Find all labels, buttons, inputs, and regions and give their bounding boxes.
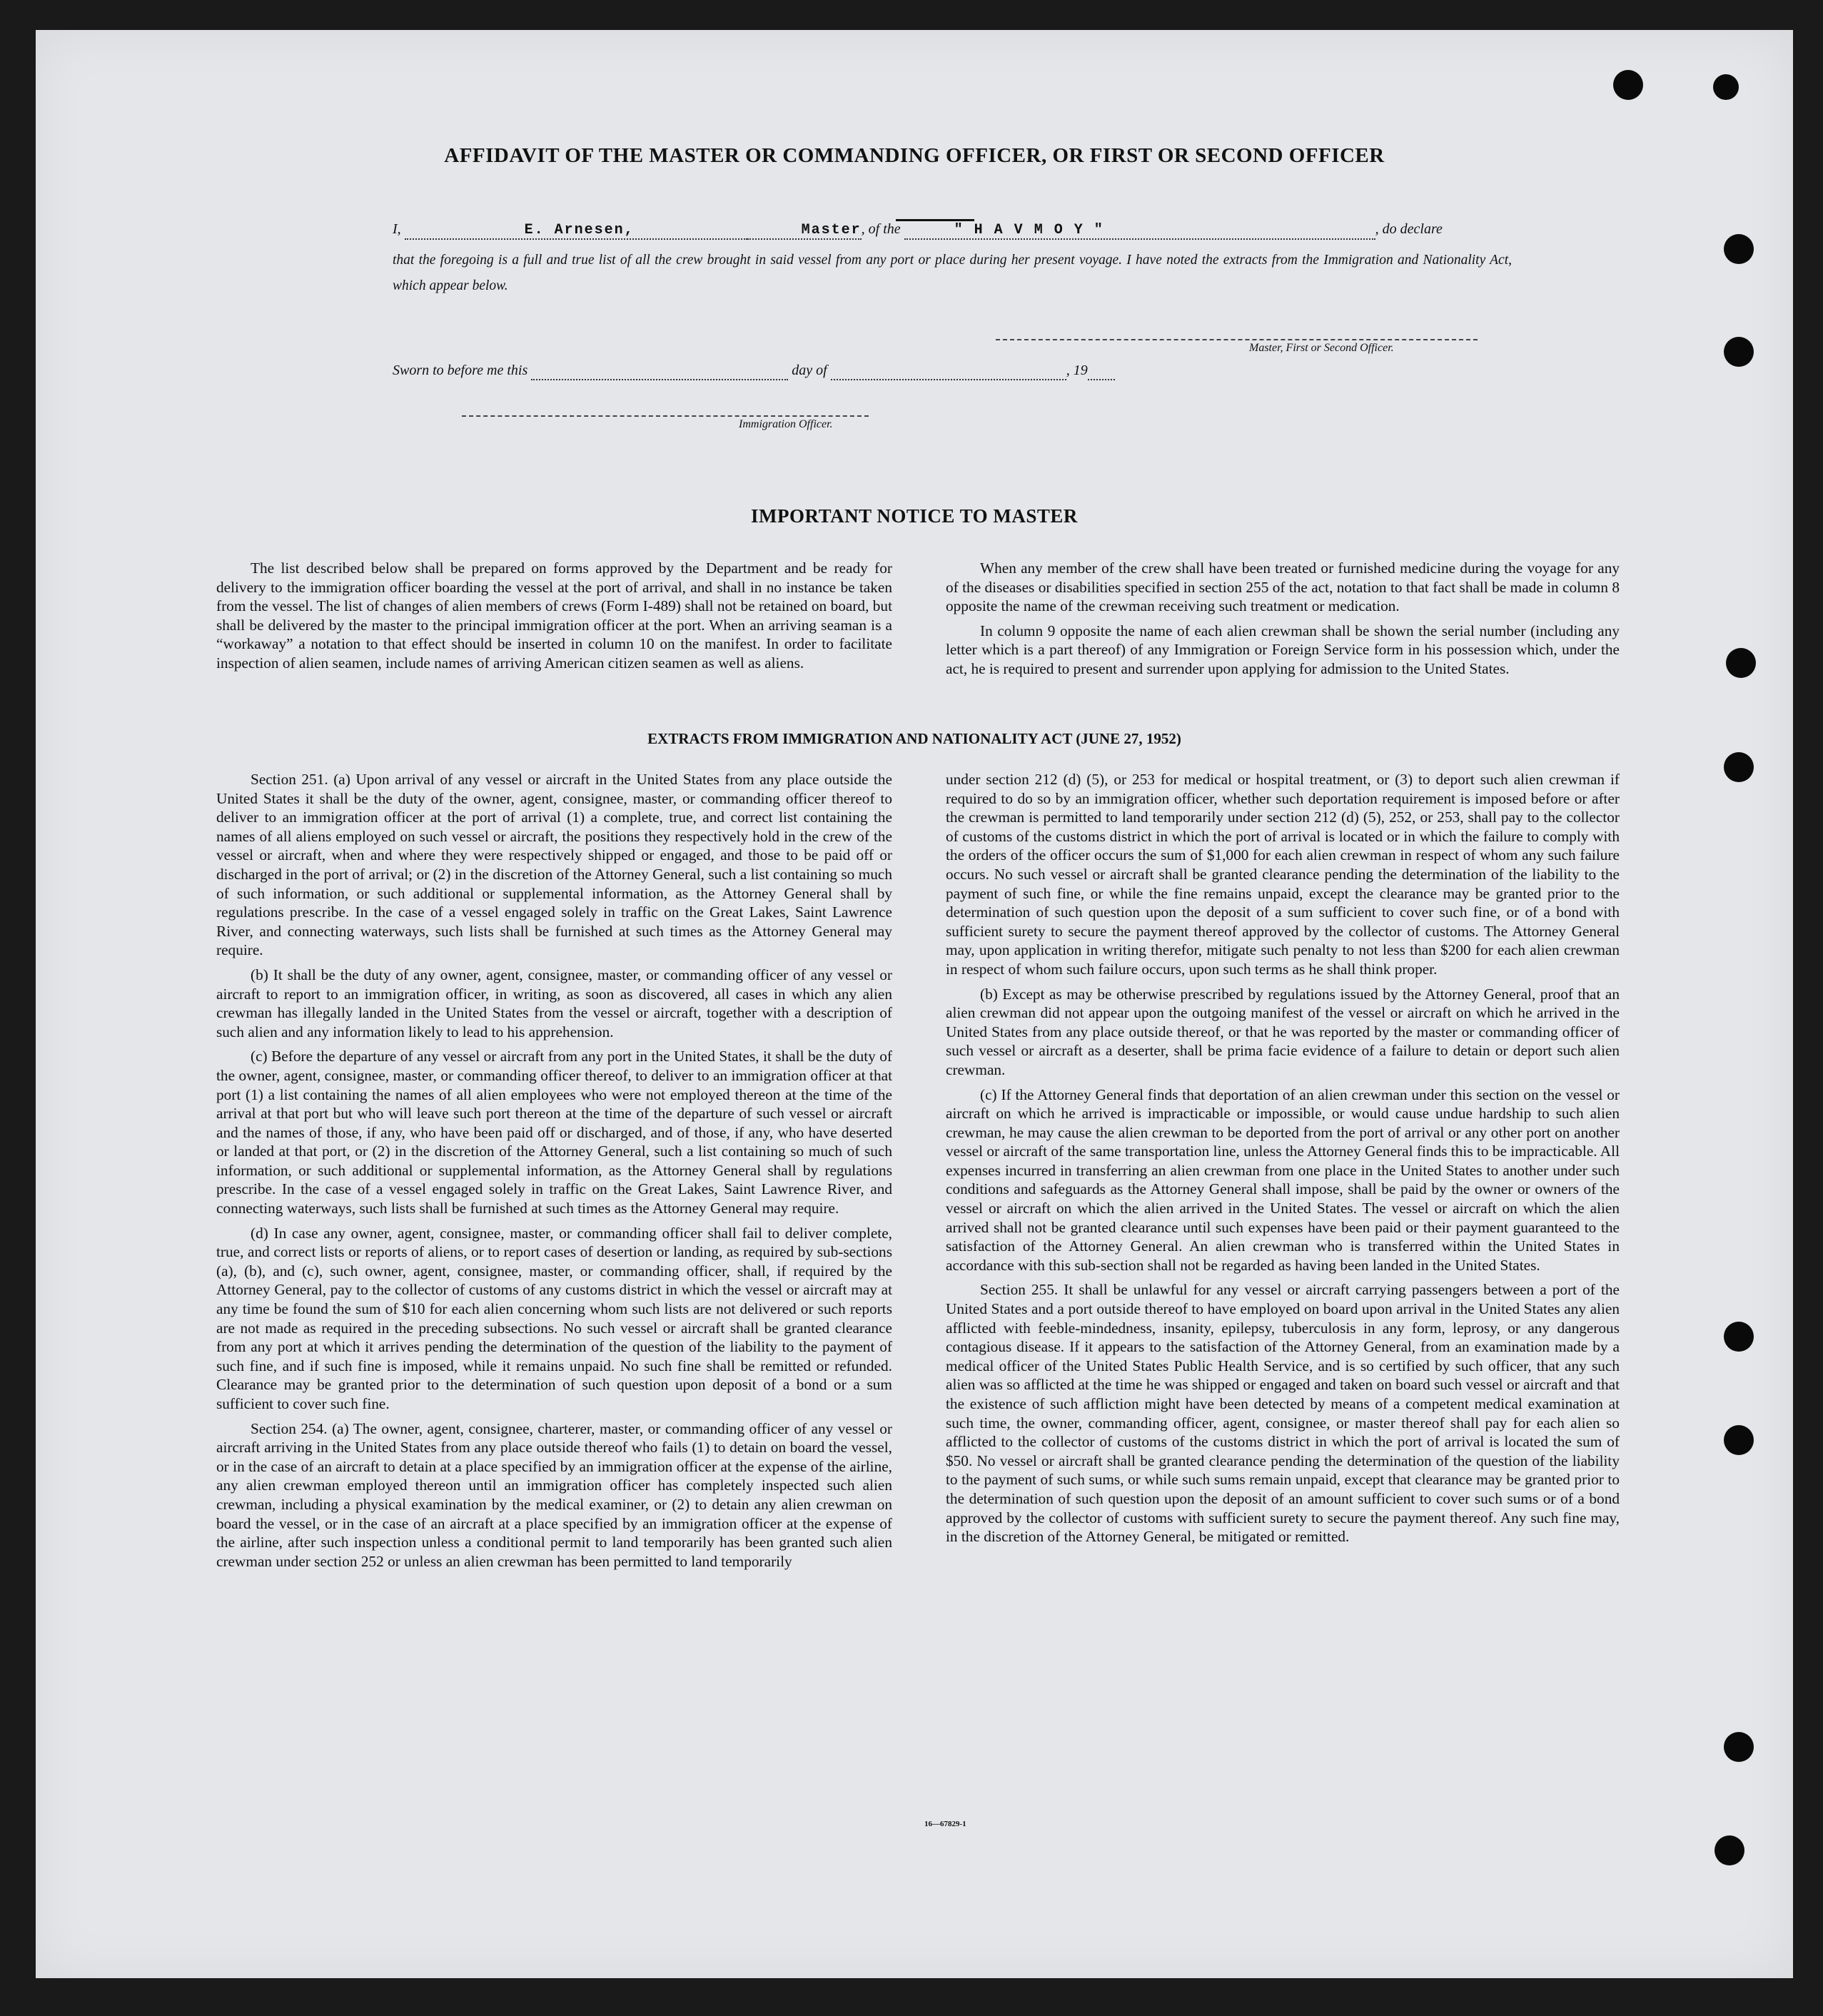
officer-rank: Master [801,222,862,238]
notice-title: IMPORTANT NOTICE TO MASTER [751,505,1078,527]
vessel-name: " H A V M O Y " [954,222,1104,238]
declaration-statement: that the foregoing is a full and true list of all the crew brought in said vessel from any port or place during her present voyage. I have noted the extracts from the Immigration and Nationality Act, which appear below. [393,253,1512,293]
punch-hole [1726,648,1756,678]
extract-paragraph: (c) Before the departure of any vessel or aircraft from any port in the United States, it shall be the duty of the owner, agent, consignee, master, or commanding officer thereof, to deliver to an immigration officer at that port (1) a list containing the names of all alien employees who were not employed thereon at the time of the arrival at that port but who will leave such port thereon at the time of the departure of such vessel or aircraft and the names of those, if any, who have been paid off or discharged, and of those, if any, who have deserted or landed at that port, or (2) in the discretion of the Attorney General, such a list containing so much of such information, or such additional or supplemental information, as the Attorney General shall by regulations prescribe. In the case of a vessel engaged solely in traffic on the Great Lakes, Saint Lawrence River, and connecting waterways, such lists shall be furnished at such times as the Attorney General may require. [216,1048,892,1217]
extract-paragraph: Section 255. It shall be unlawful for any vessel or aircraft carrying passengers between a port of the United States and a port outside thereof to have employed on board upon arrival in the United States any alien afflicted with feeble-mindedness, insanity, epilepsy, tuberculosis in any form, leprosy, or any dangerous contagious disease. If it appears to the satisfaction of the Attorney General, from an examination made by a medical officer of the United States Public Health Service, and is so certified by such officer, that any such alien was so afflicted at the time he was shipped or engaged and taken on board such vessel or aircraft and that the existence of such affliction might have been detected by means of a competent medical examination at such time, the owner, commanding officer, agent, consignee, or master thereof shall pay for each alien so afflicted to the collector of customs of the customs district in which the port of arrival is located the sum of $50. No vessel or aircraft shall be granted clearance pending the determination of the question of the liability to the payment of such sums, or while such sums remain unpaid, except that clearance may be granted prior to the determination of such question upon the deposit of an amount sufficient to cover such sums or of a bond approved by the collector of customs with sufficient surety to secure the payment thereof. Any such fine may, in the discretion of the Attorney General, be mitigated or remitted. [946,1281,1620,1546]
notice-left-text: The list described below shall be prepared on forms approved by the Department and be ready for delivery to the immigration officer boarding the vessel at the port of arrival, and shall in no instance be taken from the vessel. The list of changes of alien members of crews (Form I-489) shall not be retained on board, but shall be delivered by the master to the principal immigration officer at the port. When an arriving seaman is a “workaway” a notation to that effect should be inserted in column 10 on the manifest. In order to facilitate inspection of alien seamen, include names of arriving American citizen seamen as well as aliens. [216,559,892,672]
vessel-field [904,221,1375,240]
extract-paragraph: (b) Except as may be otherwise prescribed by regulations issued by the Attorney General, proof that an alien crewman did not appear upon the outgoing manifest of the vessel or aircraft on which he arrived in the United States from any place outside thereof, or that he was reported by the master or commanding officer of such vessel or aircraft as a deserter, shall be prima facie evidence of a failure to detain or deport such alien crewman. [946,985,1620,1078]
punch-hole [1724,234,1754,264]
officer-name: E. Arnesen, [524,222,635,238]
officer-signature-label: Immigration Officer. [739,418,833,430]
extracts-right-column [946,770,1620,1552]
affidavit-title: AFFIDAVIT OF THE MASTER OR COMMANDING OFFICER, OR FIRST OR SECOND OFFICER [444,144,1385,167]
officer-signature-line [462,415,869,417]
sworn-label: Sworn to before me this [393,363,528,378]
rank-field [747,221,862,240]
punch-hole [1724,752,1754,782]
form-code: 16—67829-1 [924,1820,966,1828]
sworn-year-field [1088,363,1115,380]
punch-hole [1724,1732,1754,1762]
sworn-date-field [531,363,788,380]
extract-paragraph: Section 254. (a) The owner, agent, consignee, charterer, master, or commanding officer of any vessel or aircraft arriving in the United States from any place outside thereof who fails (1) to detain on board the vessel, or in the case of an aircraft to detain at a place specified by an immigration officer at the expense of the airline, any alien crewman employed thereon until an immigration officer has completely inspected such alien crewman, including a physical examination by the medical examiner, or (2) to detain any alien crewman on board the vessel, or in the case of an aircraft at a place specified by an immigration officer at the expense of the airline, after such inspection unless a conditional permit to land temporarily has been granted such alien crewman under section 252 or unless an alien crewman has been permitted to land temporarily [216,1419,892,1570]
punch-hole [1613,70,1643,100]
sworn-line [393,363,1115,380]
extract-paragraph: (d) In case any owner, agent, consignee, master, or commanding officer shall fail to deliver complete, true, and correct lists or reports of aliens, or to report cases of desertion or landing, as required by sub-sections (a), (b), and (c), such owner, agent, consignee, master, or commanding officer, shall, if required by the Attorney General, pay to the collector of customs of any customs district in which the vessel or aircraft may at any time be found the sum of $10 for each alien concerning whom such lists are not delivered or such reports are not made as required in the preceding subsections. No such vessel or aircraft shall be granted clearance from any port at which it arrives pending the determination of the question of the liability to the payment of such fine, and if such fine is imposed, while it remains unpaid. No such fine shall be remitted or refunded. Clearance may be granted prior to the determination of such question upon deposit of a bond or a sum sufficient to cover such fine. [216,1224,892,1412]
notice-right-column [946,559,1620,684]
declaration-line [393,221,1443,240]
extract-paragraph: under section 212 (d) (5), or 253 for medical or hospital treatment, or (3) to deport such alien crewman if required to do so by an immigration officer, whether such deportation requirement is imposed before or after the crewman is permitted to land temporarily under section 212 (d) (5), 252, or 253, shall pay to the collector of customs of the customs district in which the port of arrival is located or in which the failure to comply with the orders of the officer occurs the sum of $1,000 for each alien crewman in respect of whom any such failure occurs. No such vessel or aircraft shall be granted clearance pending the determination of the liability to the payment of such fine, or while the fine remains unpaid, except the clearance may be granted prior to the determination of such question upon the deposit of a sum sufficient to cover such fine, or of a bond with sufficient surety to secure the payment thereof approved by the collector of customs. The Attorney General may, upon application in writing therefor, mitigate such penalty to not less than $200 for each alien crewman in respect of whom such failure occurs, upon such terms as he shall think proper. [946,771,1620,978]
notice-right-text-1: When any member of the crew shall have been treated or furnished medicine during the voyage for any of the diseases or disabilities specified in section 255 of the act, notation to that fact shall be made in column 8 opposite the name of the crewman receiving such treatment or medication. [946,559,1620,615]
year-label: , 19 [1066,363,1088,378]
punch-hole [1724,337,1754,367]
extract-paragraph: Section 251. (a) Upon arrival of any vessel or aircraft in the United States from any place outside the United States it shall be the duty of the owner, agent, consignee, master, or commanding officer thereof to deliver to an immigration officer at the port of arrival (1) a complete, true, and correct list containing the names of all aliens employed on such vessel or aircraft, the positions they respectively hold in the crew of the vessel or aircraft, when and where they were respectively shipped or engaged, and those to be paid off or discharged in the port of arrival; or (2) in the discretion of the Attorney General, such a list containing so much of such information, or such additional or supplemental information, as the Attorney General shall by regulations prescribe. In the case of a vessel engaged solely in traffic on the Great Lakes, Saint Lawrence River, and connecting waterways, such lists shall be furnished at such times as the Attorney General may require. [216,771,892,959]
punch-hole [1715,1835,1744,1865]
extracts-left-column [216,770,892,1576]
punch-hole [1724,1425,1754,1455]
do-declare-label: , do declare [1375,221,1443,237]
punch-hole [1724,1322,1754,1352]
notice-left-column [216,559,892,679]
of-the-label: , of the [861,221,901,237]
sworn-month-field [831,363,1066,380]
i-label: I, [393,221,401,237]
name-field [405,221,747,240]
day-of-label: day of [792,363,827,378]
notice-right-text-2: In column 9 opposite the name of each alien crewman shall be shown the serial number (including any letter which is a part thereof) of any Immigration or Foreign Service form in his possession which, under the act, he is required to present and surrender upon applying for admission to the United States. [946,622,1620,677]
extracts-title: EXTRACTS FROM IMMIGRATION AND NATIONALITY ACT (JUNE 27, 1952) [647,730,1181,747]
extract-paragraph: (b) It shall be the duty of any owner, agent, consignee, master, or commanding officer of any vessel or aircraft to report to an immigration officer, in writing, as soon as discovered, all cases in which any alien crewman has illegally landed in the United States from the vessel or aircraft, together with a description of such alien and any information likely to lead to his apprehension. [216,966,892,1040]
master-signature-line [996,339,1478,340]
extract-paragraph: (c) If the Attorney General finds that deportation of an alien crewman under this section on the vessel or aircraft on which he arrived is impracticable or impossible, or would cause undue hardship to such alien crewman, he may cause the alien crewman to be deported from the port of arrival or any other port on another vessel or aircraft of the same transportation line, unless the Attorney General finds this to be impracticable. All expenses incurred in transferring an alien crewman from one place in the United States to another under such conditions and safeguards as the Attorney General shall impose, shall be paid by the owner or owners of the vessel or aircraft on which the alien arrived in the United States. The vessel or aircraft on which the alien arrived shall not be granted clearance until such expenses have been paid or their payment guaranteed to the satisfaction of the Attorney General. An alien crewman who is transferred within the United States in accordance with this sub-section shall not be regarded as having been landed in the United States. [946,1085,1620,1274]
master-signature-label: Master, First or Second Officer. [1249,342,1394,354]
punch-hole [1713,74,1739,100]
document-page [36,30,1793,1978]
